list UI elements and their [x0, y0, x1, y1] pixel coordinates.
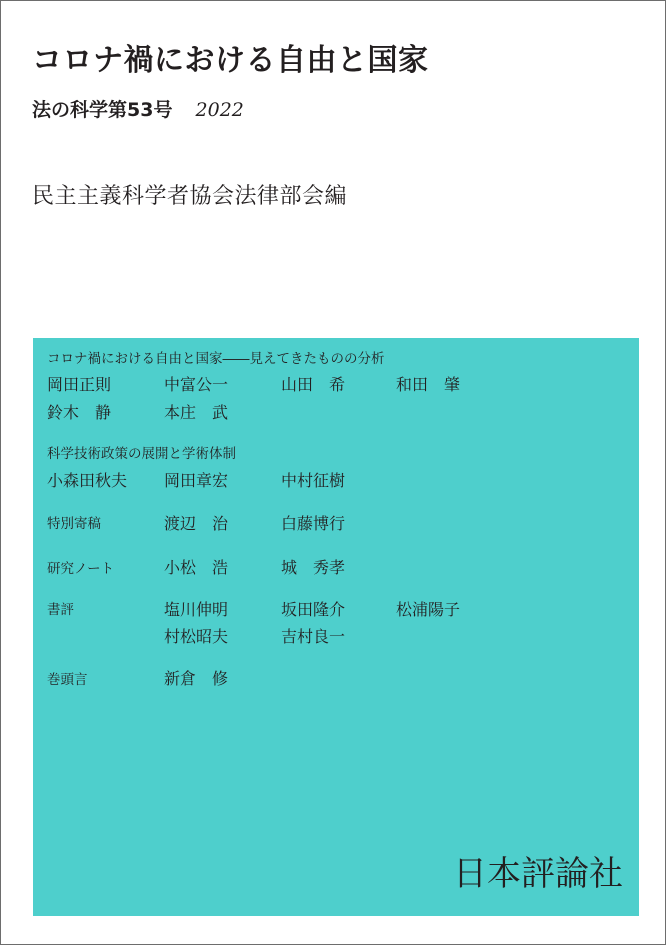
subtitle-row — [32, 97, 244, 124]
author-name: 中村征樹 — [281, 471, 346, 490]
author-name: 中富公一 — [164, 375, 229, 394]
author-name: 岡田正則 — [47, 375, 112, 394]
publication-year: 2022 — [195, 99, 244, 121]
author-name: 和田 肇 — [396, 375, 461, 394]
author-name: 岡田章宏 — [164, 471, 229, 490]
book-subtitle: 法の科学第53号 — [32, 99, 173, 121]
feature1-title: コロナ禍における自由と国家――見えてきたものの分析 — [47, 351, 385, 367]
author-name: 白藤博行 — [281, 514, 346, 533]
author-name: 小松 浩 — [164, 558, 229, 577]
feature2-title: 科学技術政策の展開と学術体制 — [47, 446, 236, 462]
publisher-name: 日本評論社 — [453, 854, 623, 894]
special-label: 特別寄稿 — [47, 516, 101, 532]
author-name: 鈴木 静 — [47, 403, 112, 422]
author-name: 塩川伸明 — [164, 600, 229, 619]
research-label: 研究ノート — [47, 561, 115, 577]
book-title: コロナ禍における自由と国家 — [32, 43, 429, 78]
author-name: 村松昭夫 — [164, 627, 229, 646]
author-name: 松浦陽子 — [396, 600, 461, 619]
author-name: 新倉 修 — [164, 669, 229, 688]
contents-panel — [33, 338, 639, 916]
author-name: 山田 希 — [281, 375, 346, 394]
author-name: 坂田隆介 — [281, 600, 346, 619]
author-name: 城 秀孝 — [281, 558, 346, 577]
author-name: 渡辺 治 — [164, 514, 229, 533]
book-editor: 民主主義科学者協会法律部会編 — [32, 184, 348, 209]
foreword-label: 巻頭言 — [47, 672, 88, 688]
author-name: 本庄 武 — [164, 403, 229, 422]
author-name: 小森田秋夫 — [47, 471, 128, 490]
author-name: 吉村良一 — [281, 627, 346, 646]
reviews-label: 書評 — [47, 602, 74, 618]
